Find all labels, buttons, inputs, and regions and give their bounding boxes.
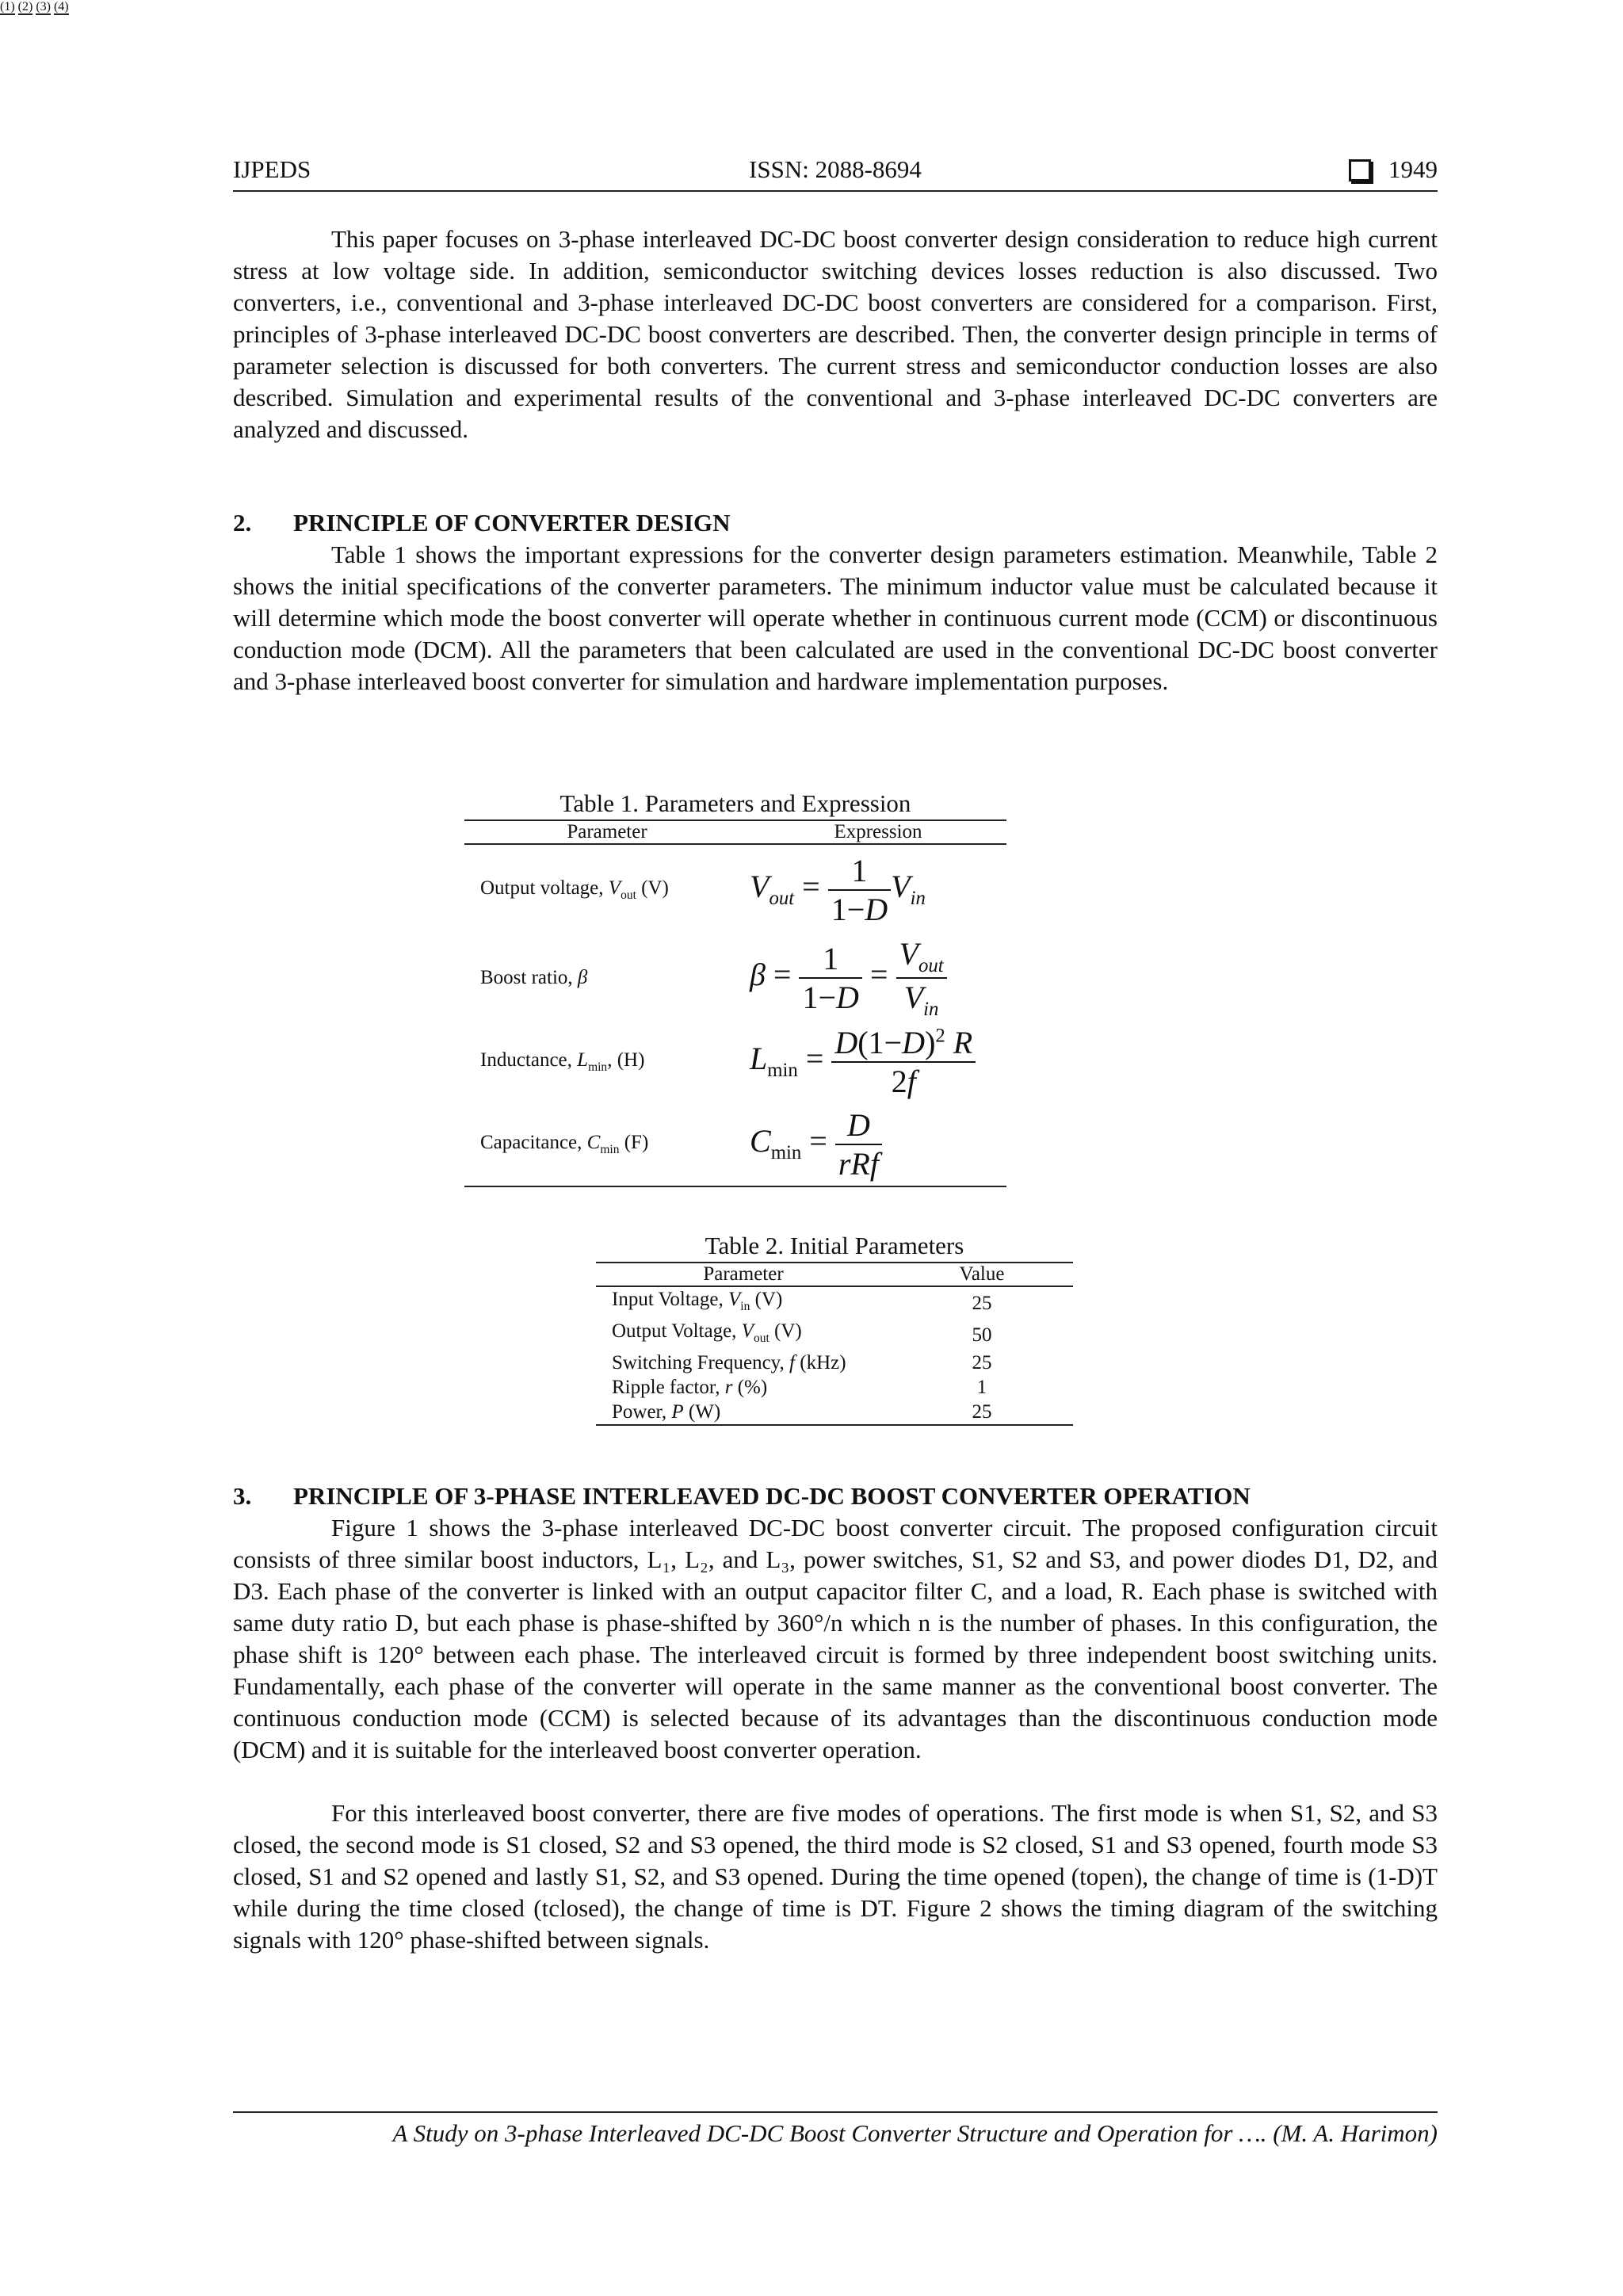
table2-row bbox=[596, 1286, 1073, 1319]
page-footer: A Study on 3-phase Interleaved DC-DC Boost Converter Structure and Operation for …. (M. A. Harimon) bbox=[233, 2111, 1438, 2148]
issn: ISSN: 2088-8694 bbox=[749, 155, 922, 183]
table-2 bbox=[596, 1262, 1073, 1426]
table1-param: Boost ratio, β bbox=[480, 967, 588, 988]
table2-row bbox=[596, 1400, 1073, 1425]
table2-param: Input Voltage, $V_{in}$ (V) bbox=[612, 1289, 783, 1313]
checkbox-square-icon bbox=[1349, 159, 1371, 181]
table1-param: Output voltage, $V_{out}$ (V) bbox=[480, 877, 669, 902]
table2-header-parameter: Parameter bbox=[596, 1263, 891, 1286]
table1-header-parameter: Parameter bbox=[464, 820, 750, 844]
table-1 bbox=[464, 819, 1006, 1187]
table2-value: 1 bbox=[976, 1377, 987, 1398]
table1-row bbox=[464, 1103, 1006, 1186]
equation-number-3: (3) bbox=[36, 0, 51, 13]
equation-2: β = $\frac{1}{1-D}$ = $\frac{V_{out}}{V_{in}}$ bbox=[750, 935, 1006, 1021]
equation-1: $V_{out}$ = $\frac{1}{1-D}$ $V_{in}$ bbox=[750, 853, 926, 927]
page-number: 1949 bbox=[1388, 155, 1438, 183]
table2-row bbox=[596, 1319, 1073, 1350]
equation-number-1: (1) bbox=[0, 0, 15, 13]
section-3-number: 3. bbox=[233, 1482, 252, 1510]
equation-number-4: (4) bbox=[53, 0, 69, 13]
section-2-title: PRINCIPLE OF CONVERTER DESIGN bbox=[293, 509, 731, 537]
table1-caption: Table 1. Parameters and Expression bbox=[559, 789, 911, 817]
table2-value: 50 bbox=[972, 1324, 992, 1346]
page-header bbox=[233, 155, 1438, 192]
table2-row bbox=[596, 1375, 1073, 1400]
table2-param: Switching Frequency, f (kHz) bbox=[612, 1352, 846, 1373]
table1-param: Inductance, $L_{min}$, (H) bbox=[480, 1049, 645, 1074]
table2-row bbox=[596, 1350, 1073, 1375]
equation-3: $L_{min}$ = $\frac{D(1-D)^2 R}{2f}$ bbox=[750, 1021, 1006, 1103]
table1-param: Capacitance, $C_{min}$ (F) bbox=[480, 1132, 649, 1156]
table2-param: Power, P (W) bbox=[612, 1401, 721, 1423]
table2-param: Ripple factor, r (%) bbox=[612, 1377, 768, 1398]
table2-header-value: Value bbox=[891, 1263, 1073, 1286]
table2-value: 25 bbox=[972, 1292, 992, 1314]
table2-param: Output Voltage, $V_{out}$ (V) bbox=[612, 1320, 802, 1345]
section-2-heading bbox=[233, 507, 731, 539]
table1-row bbox=[464, 1021, 1006, 1103]
section-2-number: 2. bbox=[233, 509, 252, 537]
section-3-title: PRINCIPLE OF 3-PHASE INTERLEAVED DC-DC BOOST CONVERTER OPERATION bbox=[293, 1482, 1251, 1510]
journal-name: IJPEDS bbox=[233, 155, 311, 183]
table2-caption: Table 2. Initial Parameters bbox=[705, 1232, 964, 1259]
table1-header-expression: Expression bbox=[750, 820, 1006, 844]
section-2-paragraph: Table 1 shows the important expressions for the converter design parameters estimation. Meanwhile, Table 2 shows the initial specifications of the converter parameters. The minimum inductor value must be calculated because it will determine which mode the boost converter will operate whether in continuous current mode (CCM) or discontinuous conduction mode (DCM). All the parameters that been calculated are used in the conventional DC-DC boost converter and 3-phase interleaved boost converter for simulation and hardware implementation purposes. bbox=[233, 541, 1438, 695]
table2-value: 25 bbox=[972, 1401, 992, 1423]
section-3-heading bbox=[233, 1480, 1251, 1512]
section-3-paragraph-1: Figure 1 shows the 3-phase interleaved DC-DC boost converter circuit. The proposed configuration circuit consists of three similar boost inductors, L₁, L₂, and L₃, power switches, S1, S2 and S3, and power diodes D1, D2, and D3. Each phase of the converter is linked with an output capacitor filter C, and a load, R. Each phase is switched with same duty ratio D, but each phase is phase-shifted by 360°/n which n is the number of phases. In this configuration, the phase shift is 120° between each phase. The interleaved circuit is formed by three independent boost switching units. Fundamentally, each phase of the converter will operate in the same manner as the conventional boost converter. The continuous conduction mode (CCM) is selected because of its advantages than the discontinuous conduction mode (DCM) and it is suitable for the interleaved boost converter operation. bbox=[233, 1514, 1438, 1763]
equation-4: $C_{min}$ = $\frac{D}{\text{rRf}}$ bbox=[750, 1103, 1006, 1186]
table1-row bbox=[464, 844, 1006, 935]
equation-number-2: (2) bbox=[17, 0, 33, 13]
table1-row bbox=[464, 935, 1006, 1021]
intro-paragraph: This paper focuses on 3-phase interleaved DC-DC boost converter design consideration to reduce high current stress at low voltage side. In addition, semiconductor switching devices losses reduction is also discussed. Two converters, i.e., conventional and 3-phase interleaved DC-DC boost converters are considered for a comparison. First, principles of 3-phase interleaved DC-DC boost converters are described. Then, the converter design principle in terms of parameter selection is discussed for both converters. The current stress and semiconductor conduction losses are also described. Simulation and experimental results of the conventional and 3-phase interleaved DC-DC converters are analyzed and discussed. bbox=[233, 225, 1438, 443]
section-3-paragraph-2: For this interleaved boost converter, there are five modes of operations. The first mode is when S1, S2, and S3 closed, the second mode is S1 closed, S2 and S3 opened, the third mode is S2 closed, S1 and S3 opened, fourth mode S3 closed, S1 and S2 opened and lastly S1, S2, and S3 opened. During the time opened (topen), the change of time is (1-D)T while during the time closed (tclosed), the change of time is DT. Figure 2 shows the timing diagram of the switching signals with 120° phase-shifted between signals. bbox=[233, 1799, 1438, 1954]
table2-value: 25 bbox=[972, 1352, 992, 1373]
